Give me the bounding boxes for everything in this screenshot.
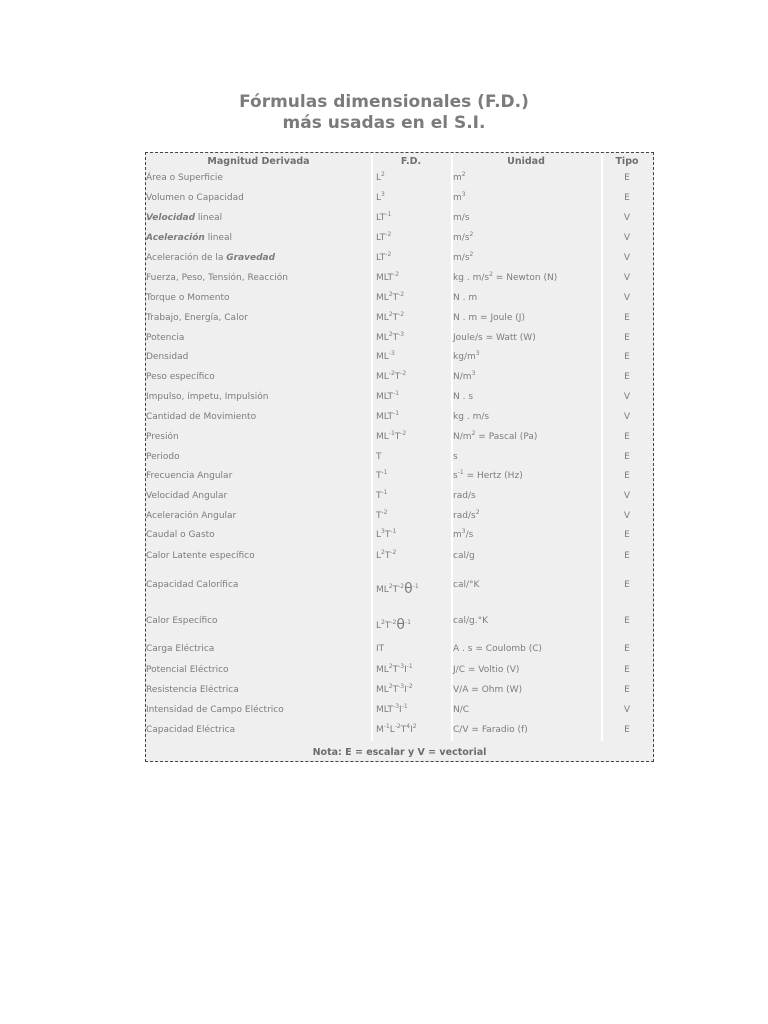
cell-unidad: $m^2$ xyxy=(453,171,466,183)
cell-unidad: $m^3$ xyxy=(453,191,466,203)
cell-magnitud: Intensidad de Campo Eléctrico xyxy=(146,705,284,715)
cell-unidad: cal/g.°K xyxy=(453,616,489,626)
cell-tipo: E xyxy=(624,372,630,382)
cell-fd: $LT^{-2}$ xyxy=(376,231,392,243)
cell-fd: $L^2T^{-2}$ xyxy=(376,549,397,561)
cell-unidad: A . s = Coulomb (C) xyxy=(453,644,543,654)
cell-tipo: E xyxy=(624,313,630,323)
cell-fd: $ML^{-3}$ xyxy=(376,350,395,362)
cell-unidad: m/s xyxy=(453,213,470,223)
cell-magnitud: Calor Específico xyxy=(146,616,218,626)
cell-unidad: rad/s xyxy=(453,491,476,501)
cell-magnitud: Impulso, ímpetu, Impulsión xyxy=(146,392,269,402)
cell-magnitud: Calor Latente específico xyxy=(146,551,255,561)
cell-magnitud: Peso específico xyxy=(146,372,215,382)
header-fd: F.D. xyxy=(400,156,422,167)
cell-tipo: V xyxy=(623,511,631,521)
cell-magnitud: Cantidad de Movimiento xyxy=(146,412,257,422)
cell-tipo: E xyxy=(624,352,630,362)
cell-tipo: V xyxy=(623,253,631,263)
cell-magnitud: Potencia xyxy=(146,333,185,343)
cell-fd: $L^2T^{-2}\theta^{-1}$ xyxy=(376,617,411,633)
cell-tipo: E xyxy=(624,685,630,695)
cell-tipo: V xyxy=(623,392,631,402)
cell-tipo: E xyxy=(624,530,630,540)
cell-tipo: V xyxy=(623,705,631,715)
cell-unidad: kg . $m/s^2$ = Newton (N) xyxy=(453,271,558,283)
cell-unidad: N . s xyxy=(453,392,474,402)
cell-magnitud: Velocidad Angular xyxy=(146,491,228,501)
cell-tipo: V xyxy=(623,293,631,303)
cell-tipo: E xyxy=(624,644,630,654)
cell-tipo: E xyxy=(624,452,630,462)
cell-fd: $MLT^{-1}$ xyxy=(376,410,400,422)
cell-fd: T xyxy=(376,452,382,462)
cell-fd: $MLT^{-2}$ xyxy=(376,271,400,283)
cell-fd: $T^{-1}$ xyxy=(376,489,388,501)
cell-unidad: $kg/m^3$ xyxy=(453,350,480,362)
cell-magnitud: Frecuencia Angular xyxy=(146,471,233,481)
cell-fd: $ML^2T^{-2}$ xyxy=(376,311,405,323)
cell-fd: $LT^{-1}$ xyxy=(376,211,392,223)
cell-tipo: E xyxy=(624,580,630,590)
cell-magnitud: Velocidad lineal xyxy=(146,213,223,223)
cell-tipo: E xyxy=(624,173,630,183)
column-separator xyxy=(371,153,373,741)
cell-tipo: E xyxy=(624,665,630,675)
cell-fd: IT xyxy=(376,644,385,654)
cell-fd: $ML^{-2}T^{-2}$ xyxy=(376,370,407,382)
title-line-2: más usadas en el S.I. xyxy=(282,113,486,133)
cell-unidad: Joule/s = Watt (W) xyxy=(453,333,536,343)
cell-fd: $T^{-1}$ xyxy=(376,469,388,481)
cell-fd: $ML^2T^{-2}$ xyxy=(376,291,405,303)
cell-fd: $L^3$ xyxy=(376,191,385,203)
cell-unidad: $N/m^3$ xyxy=(453,370,476,382)
column-separator xyxy=(601,153,603,741)
cell-unidad: cal/g xyxy=(453,551,475,561)
cell-magnitud: Resistencia Eléctrica xyxy=(146,685,239,695)
page-title xyxy=(0,92,768,134)
header-magnitud: Magnitud Derivada xyxy=(207,156,310,167)
cell-fd: $ML^2T^{-2}\theta^{-1}$ xyxy=(376,581,419,597)
cell-magnitud: Torque o Momento xyxy=(146,293,230,303)
cell-unidad: N . m xyxy=(453,293,478,303)
cell-fd: $ML^{-1}T^{-2}$ xyxy=(376,430,407,442)
cell-unidad: $s^{-1}$ = Hertz (Hz) xyxy=(453,469,523,481)
cell-unidad: $m/s^2$ xyxy=(453,251,474,263)
cell-tipo: E xyxy=(624,551,630,561)
cell-fd: $T^{-2}$ xyxy=(376,509,388,521)
cell-tipo: V xyxy=(623,273,631,283)
cell-magnitud: Aceleración lineal xyxy=(146,233,232,243)
cell-magnitud: Trabajo, Energía, Calor xyxy=(146,313,248,323)
cell-fd: $MLT^{-3}I^{-1}$ xyxy=(376,703,408,715)
cell-unidad: N/C xyxy=(453,705,470,715)
cell-magnitud: Densidad xyxy=(146,352,189,362)
cell-fd: $ML^2T^{-3}I^{-2}$ xyxy=(376,683,413,695)
cell-magnitud: Carga Eléctrica xyxy=(146,644,215,654)
cell-unidad: s xyxy=(453,452,458,462)
table-note: Nota: E = escalar y V = vectorial xyxy=(312,747,487,758)
cell-tipo: E xyxy=(624,193,630,203)
cell-magnitud: Presión xyxy=(146,432,179,442)
title-line-1: Fórmulas dimensionales (F.D.) xyxy=(239,92,529,112)
cell-tipo: E xyxy=(624,616,630,626)
header-unidad: Unidad xyxy=(507,156,545,167)
cell-fd: $MLT^{-1}$ xyxy=(376,390,400,402)
cell-unidad: rad/$s^2$ xyxy=(453,509,480,521)
cell-tipo: E xyxy=(624,432,630,442)
cell-fd: $M^{-1}L^{-2}T^4I^2$ xyxy=(376,723,417,735)
cell-magnitud: Periodo xyxy=(146,452,180,462)
cell-unidad: N . m = Joule (J) xyxy=(453,313,525,323)
cell-unidad: $N/m^2$ = Pascal (Pa) xyxy=(453,430,538,442)
cell-fd: $ML^2T^{-3}$ xyxy=(376,331,405,343)
cell-tipo: E xyxy=(624,725,630,735)
cell-unidad: kg . m/s xyxy=(453,412,490,422)
cell-tipo: E xyxy=(624,471,630,481)
cell-unidad: J/C = Voltio (V) xyxy=(453,665,520,675)
cell-fd: $L^2$ xyxy=(376,171,385,183)
cell-tipo: V xyxy=(623,233,631,243)
cell-magnitud: Potencial Eléctrico xyxy=(146,665,229,675)
cell-tipo: V xyxy=(623,412,631,422)
cell-tipo: E xyxy=(624,333,630,343)
cell-tipo: V xyxy=(623,213,631,223)
cell-fd: $LT^{-2}$ xyxy=(376,251,392,263)
cell-magnitud: Capacidad Calorífica xyxy=(146,580,239,590)
cell-magnitud: Capacidad Eléctrica xyxy=(146,725,236,735)
cell-magnitud: Área o Superficie xyxy=(146,173,223,183)
header-tipo: Tipo xyxy=(615,156,639,167)
cell-magnitud: Aceleración Angular xyxy=(146,511,237,521)
cell-fd: $L^3T^{-1}$ xyxy=(376,528,397,540)
formula-table xyxy=(145,152,654,762)
cell-unidad: $m^3/s$ xyxy=(453,528,474,540)
cell-magnitud: Volumen o Capacidad xyxy=(146,193,244,203)
cell-unidad: $m/s^2$ xyxy=(453,231,474,243)
cell-tipo: V xyxy=(623,491,631,501)
cell-unidad: V/A = Ohm (W) xyxy=(453,685,523,695)
cell-magnitud: Aceleración de la Gravedad xyxy=(146,253,276,263)
cell-unidad: C/V = Faradio (f) xyxy=(453,725,528,735)
cell-magnitud: Caudal o Gasto xyxy=(146,530,215,540)
cell-fd: $ML^2T^{-3}I^{-1}$ xyxy=(376,663,413,675)
cell-magnitud: Fuerza, Peso, Tensión, Reacción xyxy=(146,273,288,283)
cell-unidad: cal/°K xyxy=(453,580,480,590)
